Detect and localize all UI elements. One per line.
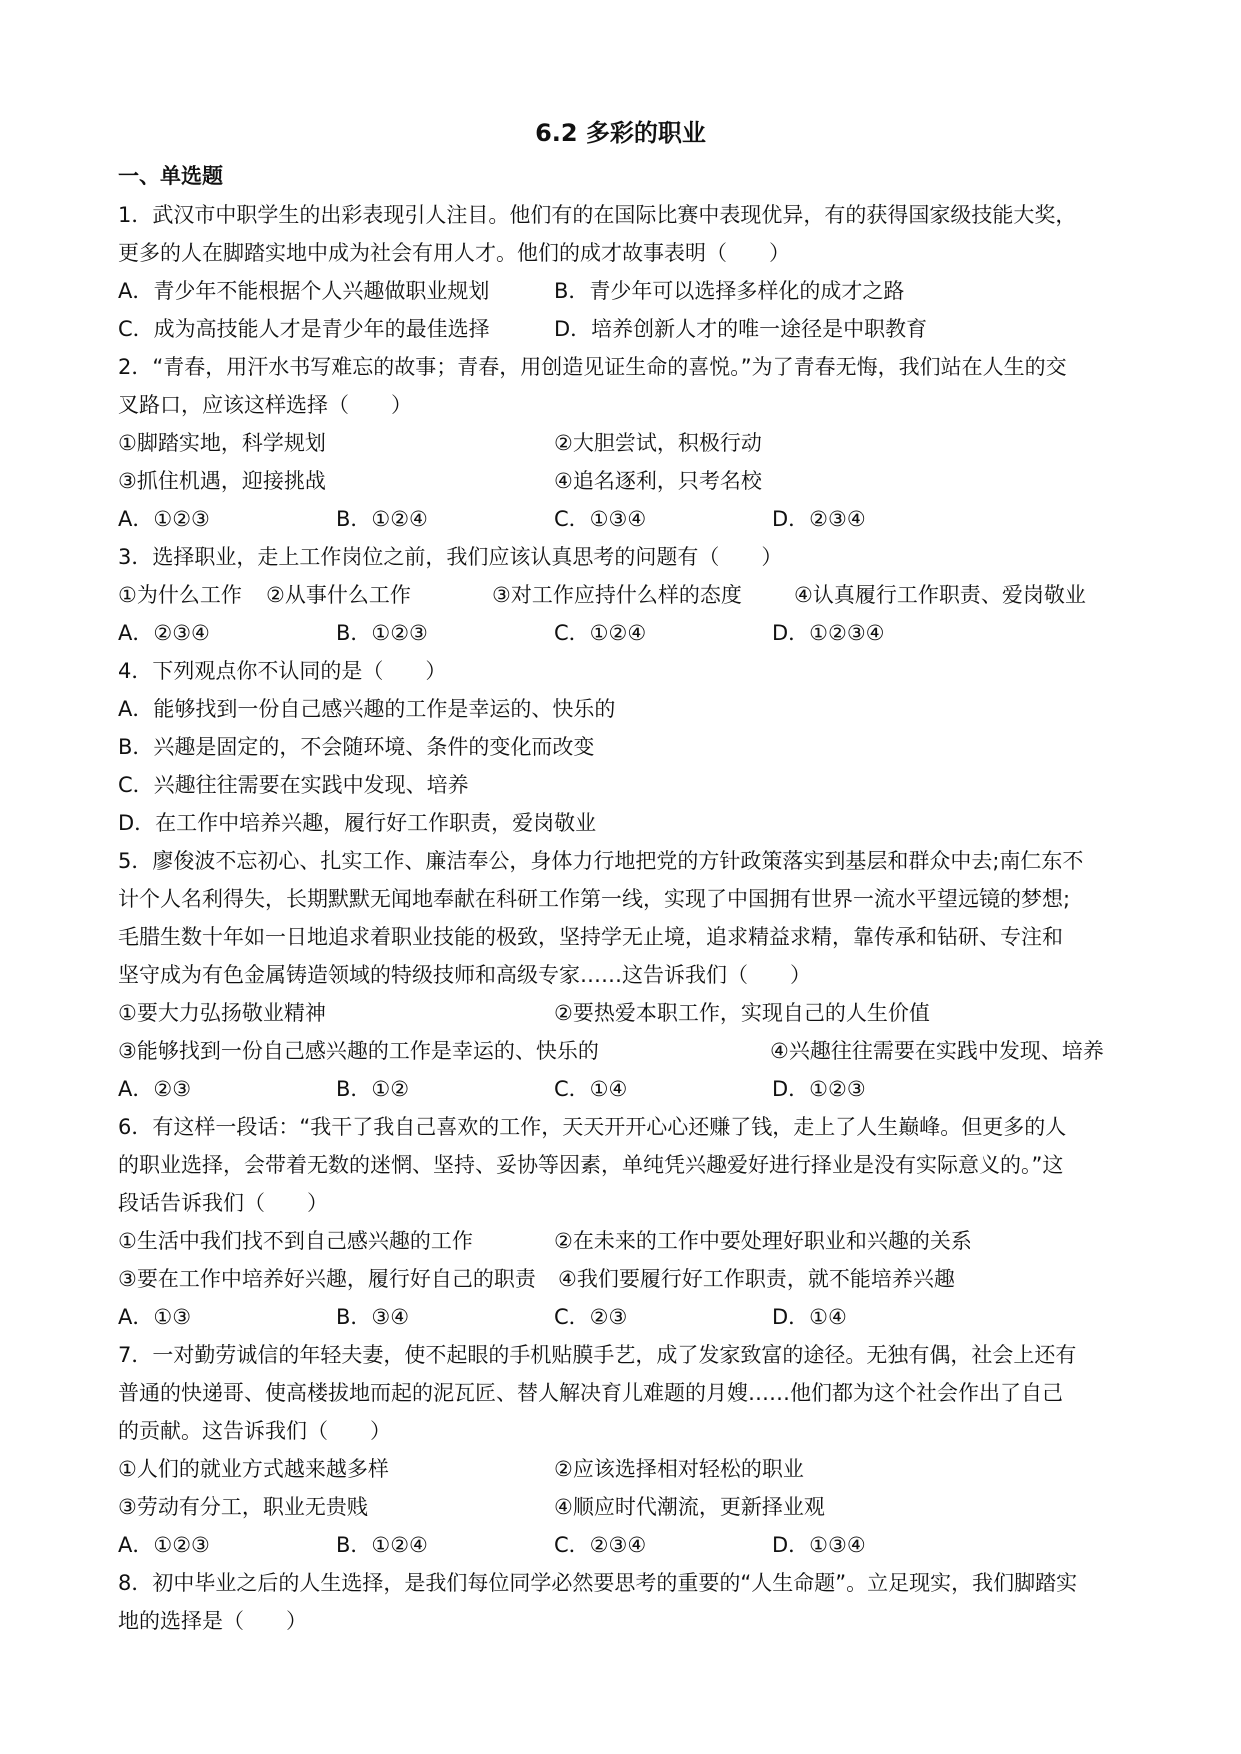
statement-row: [118, 576, 1128, 614]
question-stem: 叉路口，应该这样选择（ ）: [118, 393, 412, 417]
option-row: [118, 500, 1128, 538]
option-b: B．①②: [336, 1077, 410, 1101]
statement-3: ③劳动有分工，职业无贵贱: [118, 1495, 368, 1519]
question-stem: 3．选择职业，走上工作岗位之前，我们应该认真思考的问题有（ ）: [118, 545, 783, 569]
statement-1: ①为什么工作: [118, 583, 242, 607]
question-stem: 地的选择是（ ）: [118, 1609, 307, 1633]
option-a: A．青少年不能根据个人兴趣做职业规划: [118, 279, 490, 303]
question-stem: 普通的快递哥、使高楼拔地而起的泥瓦匠、替人解决育儿难题的月嫂……他们都为这个社会作出了自己: [118, 1381, 1063, 1405]
question-stem: 坚守成为有色金属铸造领域的特级技师和高级专家……这告诉我们（ ）: [118, 963, 811, 987]
statement-1: ①生活中我们找不到自己感兴趣的工作: [118, 1229, 473, 1253]
option-a: A．能够找到一份自己感兴趣的工作是幸运的、快乐的: [118, 697, 616, 721]
option-row: [118, 310, 1128, 348]
option-c: C．兴趣往往需要在实践中发现、培养: [118, 773, 469, 797]
question-stem: 2．“青春，用汗水书写难忘的故事；青春，用创造见证生命的喜悦。”为了青春无悔，我们站在人生的交: [118, 355, 1067, 379]
section-heading: 一、单选题: [118, 164, 223, 188]
question-stem: 的贡献。这告诉我们（ ）: [118, 1419, 391, 1443]
option-c: C．①②④: [554, 621, 647, 645]
option-d: D．培养创新人才的唯一途径是中职教育: [554, 317, 928, 341]
statement-row: [118, 1032, 1128, 1070]
option-c: C．①③④: [554, 507, 647, 531]
statement-3: ③对工作应持什么样的态度: [492, 583, 742, 607]
option-b: B．①②③: [336, 621, 428, 645]
option-d: D．②③④: [772, 507, 866, 531]
statement-4: ④兴趣往往需要在实践中发现、培养: [770, 1039, 1104, 1063]
option-d: D．①④: [772, 1305, 847, 1329]
question-stem: 7．一对勤劳诚信的年轻夫妻，使不起眼的手机贴膜手艺，成了发家致富的途径。无独有偶，社会上还有: [118, 1343, 1077, 1367]
question-4: [118, 652, 1128, 842]
question-5: [118, 842, 1128, 1108]
option-c: C．②③: [554, 1305, 628, 1329]
question-stem: 5．廖俊波不忘初心、扎实工作、廉洁奉公，身体力行地把党的方针政策落实到基层和群众中去;南仁东不: [118, 849, 1084, 873]
question-3: [118, 538, 1128, 652]
option-c: C．成为高技能人才是青少年的最佳选择: [118, 317, 490, 341]
statement-4: ④追名逐利，只考名校: [554, 469, 762, 493]
statement-row: [118, 1260, 1128, 1298]
option-row: [118, 1070, 1128, 1108]
statement-row: [118, 1222, 1128, 1260]
option-d: D．①②③: [772, 1077, 866, 1101]
option-a: A．①③: [118, 1305, 192, 1329]
statement-row: [118, 994, 1128, 1032]
option-b: B．青少年可以选择多样化的成才之路: [554, 279, 905, 303]
option-row: [118, 272, 1128, 310]
option-a: A．①②③: [118, 1533, 210, 1557]
statement-4: ④认真履行工作职责、爱岗敬业: [794, 583, 1086, 607]
statement-2: ②从事什么工作: [266, 583, 411, 607]
question-stem: 8．初中毕业之后的人生选择，是我们每位同学必然要思考的重要的“人生命题”。立足现实，我们脚踏实: [118, 1571, 1078, 1595]
statement-row: [118, 424, 1128, 462]
statement-4: ④我们要履行好工作职责，就不能培养兴趣: [558, 1267, 955, 1291]
question-stem: 的职业选择，会带着无数的迷惘、坚持、妥协等因素，单纯凭兴趣爱好进行择业是没有实际意义的。”这: [118, 1153, 1064, 1177]
statement-2: ②大胆尝试，积极行动: [554, 431, 762, 455]
question-8: [118, 1564, 1128, 1640]
question-2: [118, 348, 1128, 538]
question-stem: 段话告诉我们（ ）: [118, 1191, 328, 1215]
option-b: B．①②④: [336, 1533, 428, 1557]
statement-4: ④顺应时代潮流，更新择业观: [554, 1495, 825, 1519]
option-row: [118, 614, 1128, 652]
statement-3: ③要在工作中培养好兴趣，履行好自己的职责: [118, 1267, 536, 1291]
option-a: A．②③④: [118, 621, 210, 645]
question-stem: 1．武汉市中职学生的出彩表现引人注目。他们有的在国际比赛中表现优异，有的获得国家级技能大奖，: [118, 203, 1077, 227]
option-b: B．兴趣是固定的，不会随环境、条件的变化而改变: [118, 735, 595, 759]
option-c: C．①④: [554, 1077, 628, 1101]
option-row: [118, 1298, 1128, 1336]
statement-row: [118, 1488, 1128, 1526]
question-list: [118, 196, 1128, 1640]
question-stem: 6．有这样一段话：“我干了我自己喜欢的工作，天天开开心心还赚了钱，走上了人生巅峰。但更多的人: [118, 1115, 1067, 1139]
option-a: A．②③: [118, 1077, 192, 1101]
question-1: [118, 196, 1128, 348]
statement-row: [118, 462, 1128, 500]
question-stem: 毛腊生数十年如一日地追求着职业技能的极致，坚持学无止境，追求精益求精，靠传承和钻研、专注和: [118, 925, 1063, 949]
option-b: B．①②④: [336, 507, 428, 531]
statement-1: ①要大力弘扬敬业精神: [118, 1001, 326, 1025]
option-a: A．①②③: [118, 507, 210, 531]
page-title: 6.2 多彩的职业: [535, 119, 706, 147]
statement-2: ②应该选择相对轻松的职业: [554, 1457, 804, 1481]
statement-1: ①人们的就业方式越来越多样: [118, 1457, 389, 1481]
statement-1: ①脚踏实地，科学规划: [118, 431, 326, 455]
statement-3: ③抓住机遇，迎接挑战: [118, 469, 326, 493]
question-stem: 4．下列观点你不认同的是（ ）: [118, 659, 447, 683]
question-6: [118, 1108, 1128, 1336]
option-row: [118, 1526, 1128, 1564]
option-d: D．①③④: [772, 1533, 866, 1557]
option-c: C．②③④: [554, 1533, 647, 1557]
statement-2: ②在未来的工作中要处理好职业和兴趣的关系: [554, 1229, 972, 1253]
question-stem: 更多的人在脚踏实地中成为社会有用人才。他们的成才故事表明（ ）: [118, 241, 790, 265]
option-b: B．③④: [336, 1305, 410, 1329]
statement-row: [118, 1450, 1128, 1488]
option-d: D．①②③④: [772, 621, 885, 645]
option-d: D．在工作中培养兴趣，履行好工作职责，爱岗敬业: [118, 811, 597, 835]
question-stem: 计个人名利得失，长期默默无闻地奉献在科研工作第一线，实现了中国拥有世界一流水平望远镜的梦想;: [118, 887, 1071, 911]
statement-3: ③能够找到一份自己感兴趣的工作是幸运的、快乐的: [118, 1039, 599, 1063]
statement-2: ②要热爱本职工作，实现自己的人生价值: [554, 1001, 930, 1025]
question-7: [118, 1336, 1128, 1564]
